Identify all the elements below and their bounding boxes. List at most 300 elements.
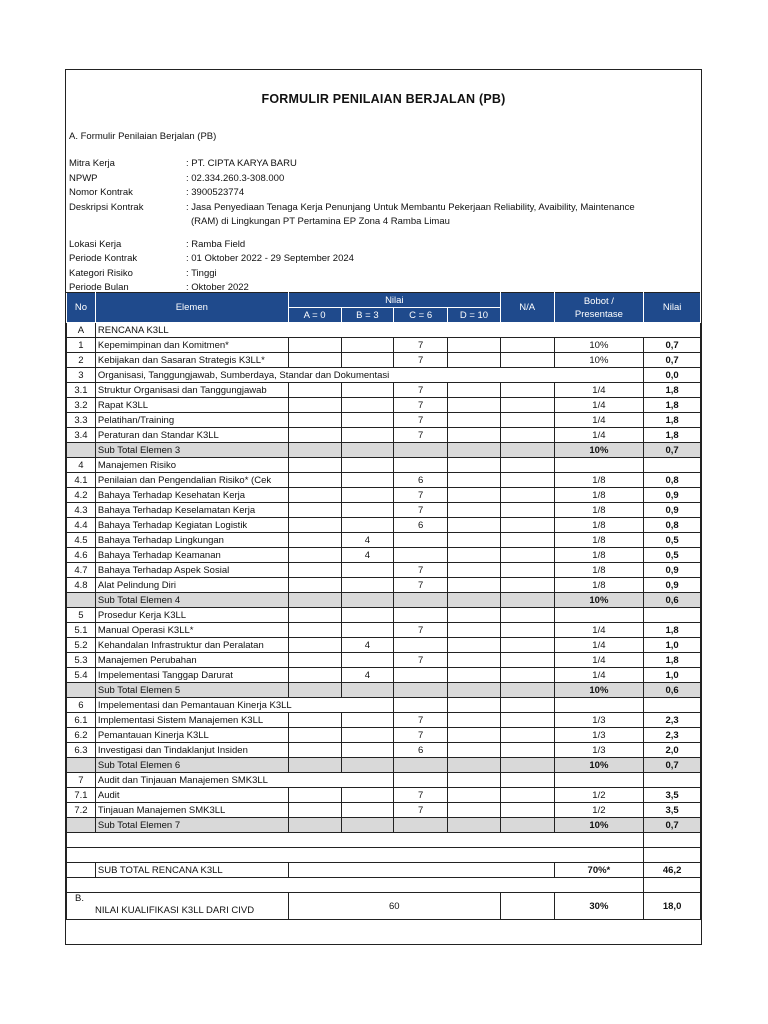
row-c (394, 758, 448, 773)
section-b-weight: 30% (554, 893, 644, 920)
row-a (288, 623, 341, 638)
contract-info-row (69, 201, 699, 230)
info-value (186, 157, 699, 172)
row-weight: 1/8 (554, 503, 644, 518)
row-b: 4 (341, 533, 394, 548)
table-row (67, 503, 701, 518)
row-element: RENCANA K3LL (95, 323, 700, 338)
row-no: 4.7 (67, 563, 96, 578)
row-score: 3,5 (644, 803, 701, 818)
row-b (341, 743, 394, 758)
row-d (448, 728, 501, 743)
row-na (500, 653, 554, 668)
row-d (448, 353, 501, 368)
row-b (341, 818, 394, 833)
row-no: 4.5 (67, 533, 96, 548)
row-d (448, 698, 501, 713)
row-na (500, 503, 554, 518)
row-a (288, 443, 341, 458)
table-row (67, 563, 701, 578)
row-element: Bahaya Terhadap Keselamatan Kerja (95, 503, 288, 518)
row-no: 2 (67, 353, 96, 368)
row-b (341, 353, 394, 368)
row-d (448, 593, 501, 608)
section-b-row (67, 893, 701, 920)
row-d (448, 518, 501, 533)
row-b (341, 458, 394, 473)
row-na (500, 773, 554, 788)
row-element: Organisasi, Tanggungjawab, Sumberdaya, Standar dan Dokumentasi (95, 368, 643, 383)
table-row (67, 443, 701, 458)
row-d (448, 383, 501, 398)
row-na (500, 743, 554, 758)
row-score: 0,6 (644, 683, 701, 698)
row-score: 0,8 (644, 518, 701, 533)
table-row (67, 413, 701, 428)
row-no: 3.3 (67, 413, 96, 428)
row-d (448, 803, 501, 818)
subtotal-label: Sub Total Elemen 4 (95, 593, 288, 608)
header-bobot: Bobot / Presentase (554, 293, 644, 323)
header-elemen: Elemen (95, 293, 288, 323)
table-row (67, 428, 701, 443)
row-weight: 1/3 (554, 728, 644, 743)
row-weight: 1/3 (554, 713, 644, 728)
table-row (67, 383, 701, 398)
row-score: 0,7 (644, 443, 701, 458)
row-a (288, 503, 341, 518)
row-element: Audit (95, 788, 288, 803)
row-element: Alat Pelindung Diri (95, 578, 288, 593)
row-d (448, 608, 501, 623)
row-d (448, 683, 501, 698)
row-na (500, 533, 554, 548)
row-c: 7 (394, 353, 448, 368)
row-b (341, 428, 394, 443)
row-d (448, 788, 501, 803)
row-score: 1,0 (644, 638, 701, 653)
row-no (67, 758, 96, 773)
row-d (448, 713, 501, 728)
row-d (448, 623, 501, 638)
info-value-line: (RAM) di Lingkungan PT Pertamina EP Zona 4 Ramba Limau (191, 216, 450, 227)
row-d (448, 428, 501, 443)
row-a (288, 413, 341, 428)
page-title: FORMULIR PENILAIAN BERJALAN (PB) (261, 92, 506, 106)
row-na (500, 893, 554, 920)
row-d (448, 503, 501, 518)
row-na (500, 788, 554, 803)
table-row (67, 653, 701, 668)
table-row (67, 593, 701, 608)
row-a (288, 548, 341, 563)
row-no: 4 (67, 458, 96, 473)
table-row (67, 743, 701, 758)
row-element: Kepemimpinan dan Komitmen* (95, 338, 288, 353)
row-weight: 10% (554, 338, 644, 353)
row-score: 1,8 (644, 398, 701, 413)
info-label: Mitra Kerja (69, 158, 115, 169)
row-na (500, 458, 554, 473)
row-a (288, 578, 341, 593)
row-na (500, 713, 554, 728)
row-weight: 1/8 (554, 518, 644, 533)
row-b (341, 398, 394, 413)
row-a (288, 788, 341, 803)
header-a: A = 0 (288, 308, 341, 323)
header-d: D = 10 (448, 308, 501, 323)
blank-cell (644, 848, 701, 863)
row-c (394, 683, 448, 698)
row-b (341, 443, 394, 458)
row-d (448, 743, 501, 758)
subtotal-rencana-weight: 70%* (554, 863, 644, 878)
contract-info-row (69, 157, 699, 172)
row-no: 6 (67, 698, 96, 713)
row-c (394, 638, 448, 653)
table-row (67, 728, 701, 743)
row-na (500, 413, 554, 428)
subtotal-rencana-row (67, 863, 701, 878)
row-b: 4 (341, 548, 394, 563)
row-na (500, 578, 554, 593)
row-b (341, 473, 394, 488)
blank-cell (67, 848, 644, 863)
info-label: Periode Kontrak (69, 253, 138, 264)
row-c: 7 (394, 653, 448, 668)
row-c: 7 (394, 413, 448, 428)
row-element: Bahaya Terhadap Kegiatan Logistik (95, 518, 288, 533)
row-na (500, 683, 554, 698)
info-label: Kategori Risiko (69, 267, 133, 279)
row-c (394, 773, 448, 788)
table-row (67, 338, 701, 353)
row-c (394, 608, 448, 623)
row-weight (554, 608, 644, 623)
section-b-label (67, 893, 289, 920)
row-na (500, 698, 554, 713)
row-weight: 1/8 (554, 488, 644, 503)
row-na (500, 608, 554, 623)
row-d (448, 338, 501, 353)
row-element: Investigasi dan Tindaklanjut Insiden (95, 743, 288, 758)
row-no: 6.2 (67, 728, 96, 743)
row-no: 4.2 (67, 488, 96, 503)
row-weight: 1/4 (554, 428, 644, 443)
row-b: 4 (341, 668, 394, 683)
info-value-line: : 01 Oktober 2022 - 29 September 2024 (186, 253, 354, 264)
row-a (288, 473, 341, 488)
row-no: 6.1 (67, 713, 96, 728)
info-value (186, 238, 699, 253)
row-no (67, 683, 96, 698)
info-value-line: : 02.334.260.3-308.000 (186, 172, 285, 184)
subtotal-label: Sub Total Elemen 5 (95, 683, 288, 698)
contract-info-row (69, 186, 699, 201)
row-score: 0,6 (644, 593, 701, 608)
header-c: C = 6 (394, 308, 448, 323)
table-row (67, 713, 701, 728)
row-no: 4.4 (67, 518, 96, 533)
row-weight: 1/4 (554, 398, 644, 413)
row-weight: 10% (554, 758, 644, 773)
row-no (67, 443, 96, 458)
row-element: Manajemen Risiko (95, 458, 288, 473)
row-score: 1,0 (644, 668, 701, 683)
form-frame (65, 69, 702, 945)
row-na (500, 728, 554, 743)
row-d (448, 458, 501, 473)
row-c: 6 (394, 518, 448, 533)
info-value (186, 267, 699, 282)
row-score: 3,5 (644, 788, 701, 803)
row-d (448, 563, 501, 578)
row-c: 6 (394, 743, 448, 758)
row-b: 4 (341, 638, 394, 653)
row-weight: 1/4 (554, 638, 644, 653)
row-a (288, 803, 341, 818)
row-a (288, 818, 341, 833)
header-nilai-group: Nilai (288, 293, 500, 308)
row-weight: 10% (554, 593, 644, 608)
table-row (67, 473, 701, 488)
row-b (341, 653, 394, 668)
row-element: Kebijakan dan Sasaran Strategis K3LL* (95, 353, 288, 368)
row-score: 1,8 (644, 413, 701, 428)
row-score: 0,9 (644, 503, 701, 518)
row-a (288, 488, 341, 503)
header-b: B = 3 (341, 308, 394, 323)
blank-cell (644, 833, 701, 848)
row-no (67, 818, 96, 833)
table-row (67, 368, 701, 383)
header-nilai: Nilai (644, 293, 701, 323)
row-b (341, 683, 394, 698)
subtotal-label: Sub Total Elemen 7 (95, 818, 288, 833)
row-no: A (67, 323, 96, 338)
row-score: 0,9 (644, 488, 701, 503)
row-a (288, 638, 341, 653)
row-score: 0,8 (644, 473, 701, 488)
row-weight: 1/4 (554, 653, 644, 668)
row-score: 0,7 (644, 758, 701, 773)
row-weight: 1/2 (554, 803, 644, 818)
info-value (186, 201, 699, 230)
info-value-line: : Tinggi (186, 267, 217, 279)
info-value-line: : PT. CIPTA KARYA BARU (186, 158, 297, 169)
assessment-table (66, 292, 701, 920)
row-na (500, 488, 554, 503)
row-no (67, 863, 96, 878)
table-row (67, 683, 701, 698)
row-score: 0,7 (644, 353, 701, 368)
row-element: Bahaya Terhadap Keamanan (95, 548, 288, 563)
row-b (341, 608, 394, 623)
row-c (394, 668, 448, 683)
row-na (500, 803, 554, 818)
table-row (67, 668, 701, 683)
row-na (500, 668, 554, 683)
info-label: NPWP (69, 172, 98, 184)
blank-row (67, 833, 701, 848)
row-no: 5.2 (67, 638, 96, 653)
row-na (500, 518, 554, 533)
table-row (67, 518, 701, 533)
table-body (67, 323, 701, 920)
row-c: 6 (394, 473, 448, 488)
blank-row (67, 878, 701, 893)
row-score (644, 773, 701, 788)
row-b (341, 578, 394, 593)
row-weight (554, 698, 644, 713)
section-a-heading: A. Formulir Penilaian Berjalan (PB) (69, 131, 217, 142)
row-a (288, 593, 341, 608)
row-score: 0,5 (644, 548, 701, 563)
table-row (67, 548, 701, 563)
row-weight: 1/8 (554, 548, 644, 563)
row-d (448, 398, 501, 413)
blank-cell (67, 833, 644, 848)
table-row (67, 788, 701, 803)
row-element: Bahaya Terhadap Kesehatan Kerja (95, 488, 288, 503)
table-row (67, 758, 701, 773)
row-weight: 1/8 (554, 473, 644, 488)
row-score: 2,3 (644, 713, 701, 728)
row-d (448, 443, 501, 458)
row-c (394, 443, 448, 458)
row-c (394, 533, 448, 548)
row-b (341, 488, 394, 503)
row-a (288, 683, 341, 698)
row-na (500, 638, 554, 653)
row-a (288, 653, 341, 668)
row-no: 5.4 (67, 668, 96, 683)
info-label: Deskripsi Kontrak (69, 201, 144, 213)
row-weight: 1/2 (554, 788, 644, 803)
row-c (394, 698, 448, 713)
info-value-line: : 3900523774 (186, 187, 245, 198)
row-a (288, 728, 341, 743)
row-weight: 1/4 (554, 623, 644, 638)
row-score: 1,8 (644, 428, 701, 443)
row-a (288, 398, 341, 413)
table-row (67, 803, 701, 818)
table-row (67, 353, 701, 368)
row-score: 0,7 (644, 818, 701, 833)
table-row (67, 818, 701, 833)
table-row (67, 458, 701, 473)
table-row (67, 608, 701, 623)
row-b (341, 413, 394, 428)
info-label: Periode Bulan (69, 282, 129, 293)
row-c (394, 593, 448, 608)
row-no: 7 (67, 773, 96, 788)
row-c: 7 (394, 338, 448, 353)
row-element: Tinjauan Manajemen SMK3LL (95, 803, 288, 818)
row-na (500, 548, 554, 563)
row-c: 7 (394, 803, 448, 818)
blank-cell (644, 878, 701, 893)
row-element: Manual Operasi K3LL* (95, 623, 288, 638)
row-d (448, 548, 501, 563)
row-weight: 1/4 (554, 413, 644, 428)
row-weight: 1/8 (554, 533, 644, 548)
row-element: Manajemen Perubahan (95, 653, 288, 668)
row-b (341, 383, 394, 398)
row-c: 7 (394, 398, 448, 413)
table-row (67, 398, 701, 413)
info-value (186, 252, 699, 267)
row-d (448, 413, 501, 428)
row-weight (554, 458, 644, 473)
row-weight: 10% (554, 443, 644, 458)
row-c: 7 (394, 563, 448, 578)
row-a (288, 458, 341, 473)
subtotal-label: Sub Total Elemen 3 (95, 443, 288, 458)
row-a (288, 353, 341, 368)
row-no: 4.8 (67, 578, 96, 593)
row-element: Penilaian dan Pengendalian Risiko* (Cek (95, 473, 288, 488)
info-label: Lokasi Kerja (69, 238, 122, 250)
table-row (67, 578, 701, 593)
row-c: 7 (394, 728, 448, 743)
row-a (288, 338, 341, 353)
table-row (67, 638, 701, 653)
row-b (341, 593, 394, 608)
info-value (186, 186, 699, 201)
row-weight: 1/4 (554, 668, 644, 683)
row-a (288, 383, 341, 398)
row-element: Kehandalan Infrastruktur dan Peralatan (95, 638, 288, 653)
row-na (500, 818, 554, 833)
row-a (288, 428, 341, 443)
row-na (500, 428, 554, 443)
contract-info (69, 157, 699, 296)
row-no: 5.1 (67, 623, 96, 638)
row-score: 0,9 (644, 578, 701, 593)
subtotal-label: Sub Total Elemen 6 (95, 758, 288, 773)
row-a (288, 563, 341, 578)
row-a (288, 713, 341, 728)
header-no: No (67, 293, 96, 323)
row-weight: 1/4 (554, 383, 644, 398)
row-element: Prosedur Kerja K3LL (95, 608, 288, 623)
row-b (341, 758, 394, 773)
row-b (341, 503, 394, 518)
blank-row (67, 848, 701, 863)
row-score: 2,0 (644, 743, 701, 758)
table-row (67, 623, 701, 638)
row-no: 7.1 (67, 788, 96, 803)
row-element: Pemantauan Kinerja K3LL (95, 728, 288, 743)
row-no: 3.2 (67, 398, 96, 413)
row-na (500, 353, 554, 368)
row-no (67, 593, 96, 608)
row-weight: 10% (554, 818, 644, 833)
row-c: 7 (394, 623, 448, 638)
row-no: 4.1 (67, 473, 96, 488)
row-d (448, 578, 501, 593)
row-b (341, 788, 394, 803)
row-element: Bahaya Terhadap Lingkungan (95, 533, 288, 548)
row-score: 1,8 (644, 383, 701, 398)
row-c (394, 458, 448, 473)
row-element: Struktur Organisasi dan Tanggungjawab (95, 383, 288, 398)
row-d (448, 533, 501, 548)
row-no: 5.3 (67, 653, 96, 668)
row-no: 3 (67, 368, 96, 383)
table-row (67, 698, 701, 713)
